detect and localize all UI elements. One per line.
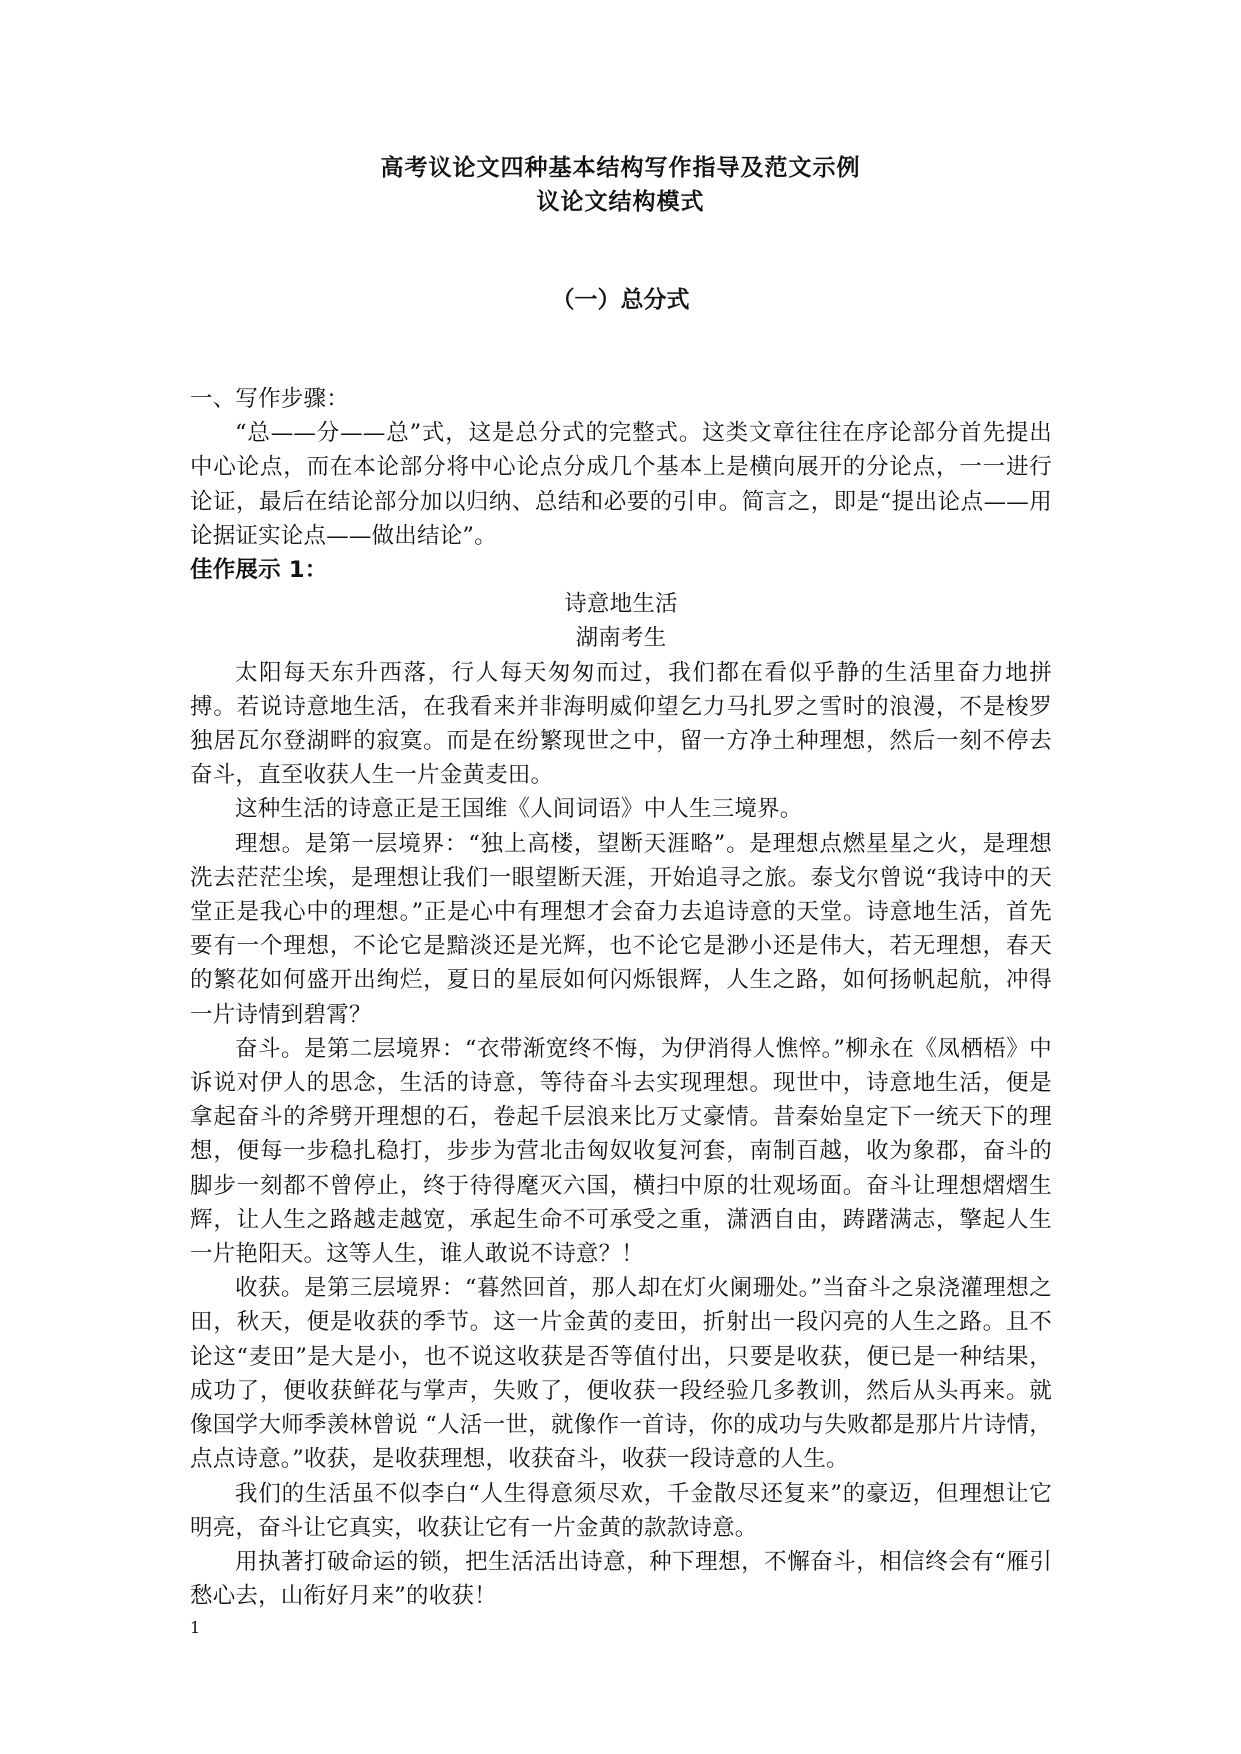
- essay-title: 诗意地生活: [564, 591, 678, 618]
- document-title: 高考议论文四种基本结构写作指导及范文示例: [380, 155, 861, 181]
- essay-paragraph: 用执著打破命运的锁，把生活活出诗意，种下理想，不懈奋斗，相信终会有“雁引愁心去，山衔好月来”的收获！: [190, 1548, 1052, 1610]
- intro-paragraph: “总——分——总”式，这是总分式的完整式。这类文章往往在序论部分首先提出中心论点，而在本论部分将中心论点分成几个基本上是横向展开的分论点，一一进行论证，最后在结论部分加以归纳、总结和必要的引申。简言之，即是“提出论点——用论据证实论点——做出结论”。: [190, 420, 1052, 549]
- showcase-label: 佳作展示 1：: [190, 557, 328, 584]
- step-label: 一、写作步骤：: [190, 386, 349, 412]
- page-number: 1: [190, 1618, 201, 1637]
- essay-paragraph: 理想。是第一层境界：“独上高楼，望断天涯略”。是理想点燃星星之火，是理想洗去茫茫尘埃，是理想让我们一眼望断天涯，开始追寻之旅。泰戈尔曾说“我诗中的天堂正是我心中的理想。”正是心中有理想才会奋力去追诗意的天堂。诗意地生活，首先要有一个理想，不论它是黯淡还是光辉，也不论它是渺小还是伟大，若无理想，春天的繁花如何盛开出绚烂，夏日的星辰如何闪烁银辉，人生之路，如何扬帆起航，冲得一片诗情到碧霄？: [190, 830, 1052, 1028]
- document-body: [190, 382, 1052, 1613]
- essay-paragraph: 太阳每天东升西落，行人每天匆匆而过，我们都在看似乎静的生活里奋力地拼搏。若说诗意地生活，在我看来并非海明威仰望乞力马扎罗之雪时的浪漫，不是梭罗独居瓦尔登湖畔的寂寞。而是在纷繁现世之中，留一方净土种理想，然后一刻不停去奋斗，直至收获人生一片金黄麦田。: [190, 659, 1052, 789]
- essay-paragraph: 奋斗。是第二层境界：“衣带渐宽终不悔，为伊消得人憔悴。”柳永在《凤栖梧》中诉说对伊人的思念，生活的诗意，等待奋斗去实现理想。现世中，诗意地生活，便是拿起奋斗的斧劈开理想的石，卷起千层浪来比万丈豪情。昔秦始皇定下一统天下的理想，便每一步稳扎稳打，步步为营北击匈奴收复河套，南制百越，收为象郡，奋斗的脚步一刻都不曾停止，终于待得麾灭六国，横扫中原的壮观场面。奋斗让理想熠熠生辉，让人生之路越走越宽，承起生命不可承受之重，潇洒自由，踌躇满志，擎起人生一片艳阳天。这等人生，谁人敢说不诗意？！: [190, 1035, 1052, 1268]
- document-subtitle: 议论文结构模式: [536, 189, 705, 215]
- essay-author: 湖南考生: [575, 625, 667, 652]
- section-heading: （一）总分式: [551, 287, 690, 313]
- essay-paragraph: 我们的生活虽不似李白“人生得意须尽欢，千金散尽还复来”的豪迈，但理想让它明亮，奋斗让它真实，收获让它有一片金黄的款款诗意。: [190, 1480, 1052, 1541]
- essay-paragraph: 收获。是第三层境界：“暮然回首，那人却在灯火阑珊处。”当奋斗之泉浇灌理想之田，秋天，便是收获的季节。这一片金黄的麦田，折射出一段闪亮的人生之路。且不论这“麦田”是大是小，也不说这收获是否等值付出，只要是收获，便已是一种结果，成功了，便收获鲜花与掌声，失败了，便收获一段经验几多教训，然后从头再来。就像国学大师季羡林曾说 “人活一世，就像作一首诗，你的成功与失败都是那片片诗情，点点诗意。”收获，是收获理想，收获奋斗，收获一段诗意的人生。: [190, 1275, 1052, 1473]
- essay-paragraph: 这种生活的诗意正是王国维《人间词语》中人生三境界。: [235, 796, 803, 823]
